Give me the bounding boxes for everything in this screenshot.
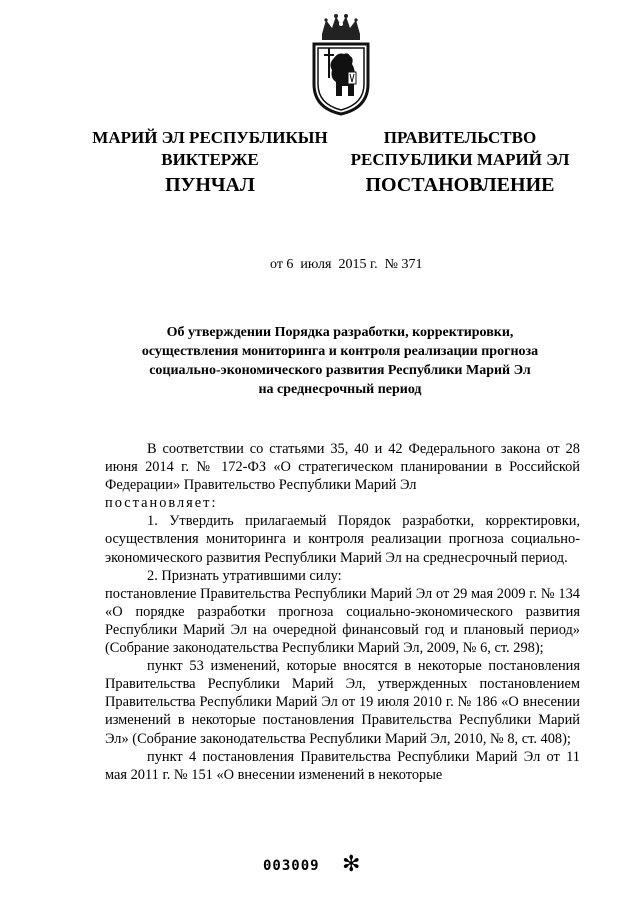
paragraph-repealed-1: постановление Правительства Республики Марий Эл от 29 мая 2009 г. № 134 «О порядке разработки прогноза социально-экономического развития Республики Марий Эл на очередной финансовый год и плановый период» (Собрание законодательства Республики Марий Эл, 2009, № 6, ст. 298); xyxy=(105,585,580,657)
date-line: от 6 июля 2015 г. № 371 xyxy=(270,257,423,272)
title-line: на среднесрочный период xyxy=(258,382,422,397)
doc-type-right: ПОСТАНОВЛЕНИЕ xyxy=(365,174,555,196)
paragraph-item-2: 2. Признать утратившими силу: xyxy=(147,567,342,584)
decree-verb: постановляет: xyxy=(105,495,218,512)
header-right-line2: РЕСПУБЛИКИ МАРИЙ ЭЛ xyxy=(350,150,570,169)
document-body xyxy=(105,440,580,784)
doc-type-left: ПУНЧАЛ xyxy=(165,174,255,196)
preamble-text: В соответствии со статьями 35, 40 и 42 Федерального закона от 28 июня 2014 г. № 172-ФЗ «О стратегическом планировании в Российской Федерации» Правительство Республики Марий Эл xyxy=(105,441,580,494)
document-title xyxy=(100,323,580,399)
header-left-line1: МАРИЙ ЭЛ РЕСПУБЛИКЫН xyxy=(92,128,328,147)
title-line: Об утверждении Порядка разработки, корректировки, xyxy=(166,325,514,340)
paragraph-repealed-2: пункт 53 изменений, которые вносятся в некоторые постановления Правительства Республики Марий Эл, утвержденных постановлением Правительства Республики Марий Эл от 19 июля 2010 г. № 186 «О внесении изменений в некоторые постановления Правительства Республики Марий Эл» (Собрание законодательства Республики Марий Эл, 2010, № 8, ст. 408); xyxy=(105,658,580,747)
header-left xyxy=(80,127,340,171)
paragraph-decree-verb xyxy=(105,494,580,512)
coat-of-arms-icon xyxy=(308,12,374,116)
paragraph-repealed-3: пункт 4 постановления Правительства Республики Марий Эл от 11 мая 2011 г. № 151 «О внесении изменений в некоторые xyxy=(105,748,580,783)
paragraph-item-1: 1. Утвердить прилагаемый Порядок разработки, корректировки, осуществления мониторинга и контроля реализации прогноза социально-экономического развития Республики Марий Эл на среднесрочный период. xyxy=(105,513,580,566)
title-line: осуществления мониторинга и контроля реализации прогноза xyxy=(141,344,539,359)
serial-number: 003009 xyxy=(263,858,320,874)
paragraph-preamble xyxy=(105,440,580,494)
header-right-line1: ПРАВИТЕЛЬСТВО xyxy=(383,128,537,147)
footer-asterisk-mark: ✻ xyxy=(342,851,361,876)
header-right xyxy=(345,127,575,171)
title-line: социально-экономического развития Республики Марий Эл xyxy=(149,363,531,378)
header-left-line2: ВИКТЕРЖЕ xyxy=(161,150,259,169)
